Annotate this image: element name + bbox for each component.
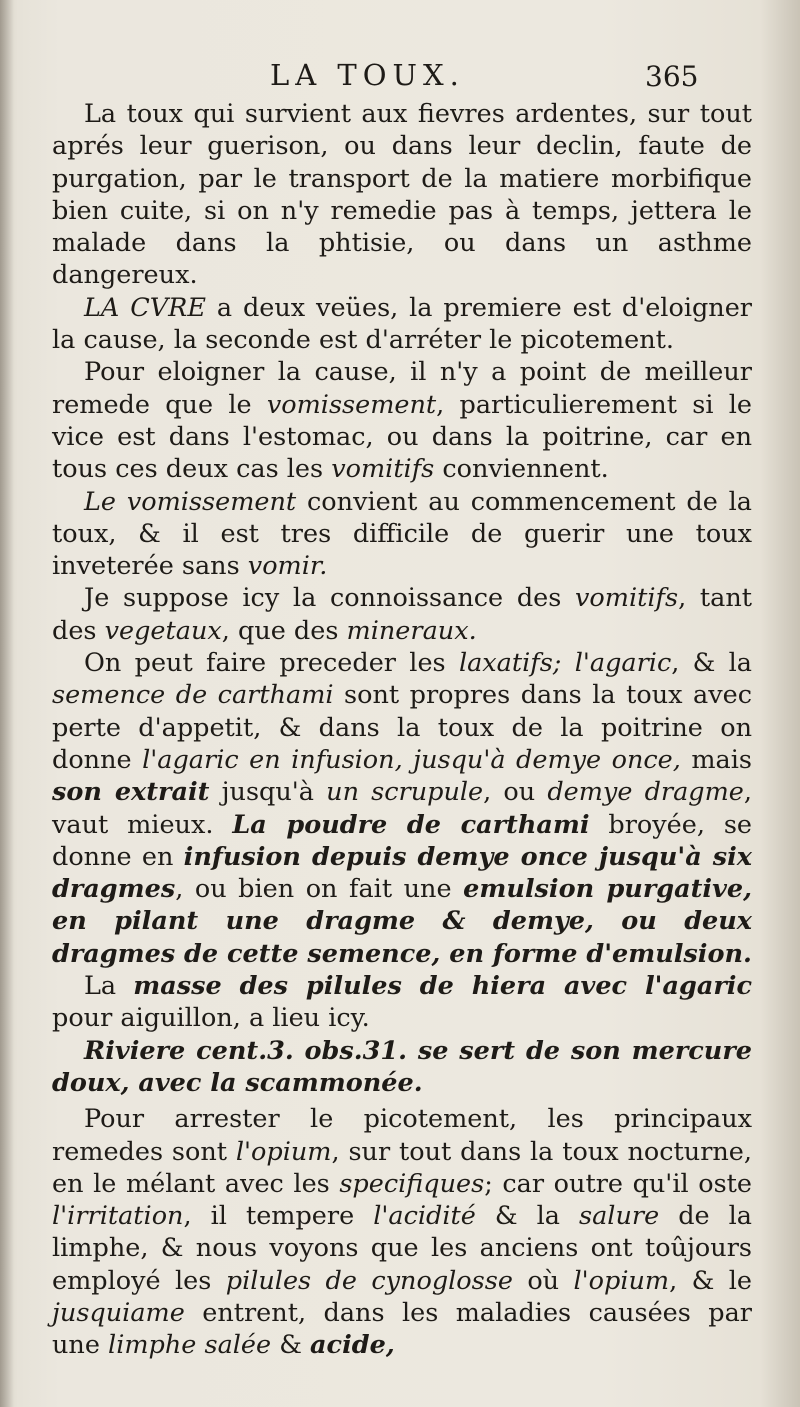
paragraph-9: Pour arrester le picotement, les principaux remedes sont l'opium, sur tout dans la toux nocturne, en le mélant avec les specifiques; car outre qu'il oste l'irritation, il tempere l'acidité & la salure de la limphe, & nous voyons que les anciens ont toûjours employé les pilules de cynoglosse où l'opium, & le jusquiame entrent, dans les maladies causées par une limphe salée & acide, <box>52 1104 753 1361</box>
page-header <box>0 58 800 98</box>
paragraph-5: Je suppose icy la connoissance des vomitifs, tant des vegetaux, que des mineraux. <box>52 583 752 646</box>
paragraph-3: Pour eloigner la cause, il n'y a point de meilleur remede que le vomissement, particulierement si le vice est dans l'estomac, ou dans la poitrine, car en tous ces deux cas les vomitifs conviennent. <box>52 357 752 485</box>
body-text <box>52 98 752 1362</box>
paragraph-7: La masse des pilules de hiera avec l'agaric pour aiguillon, a lieu icy. <box>52 971 752 1034</box>
paragraph-2: LA CVRE a deux veües, la premiere est d'eloigner la cause, la seconde est d'arréter le picotement. <box>52 292 752 356</box>
paragraph-1: La toux qui survient aux fievres ardentes, sur tout aprés leur guerison, ou dans leur declin, faute de purgation, par le transport de la matiere morbifique bien cuite, si on n'y remedie pas à temps, jettera le malade dans la phtisie, ou dans un asthme dangereux. <box>52 99 752 291</box>
paragraph-4: Le vomissement convient au commencement de la toux, & il est tres difficile de guerir une toux inveterée sans vomir. <box>52 486 752 582</box>
running-head: LA TOUX. <box>270 58 465 92</box>
page-number: 365 <box>645 60 699 93</box>
gutter-shadow <box>0 0 14 1407</box>
paragraph-8: Riviere cent.3. obs.31. se sert de son mercure doux, avec la scammonée. <box>52 1035 752 1098</box>
paragraph-6: On peut faire preceder les laxatifs; l'agaric, & la semence de carthami sont propres dans la toux avec perte d'appetit, & dans la toux de la poitrine on donne l'agaric en infusion, jusqu'à demye once, mais son extrait jusqu'à un scrupule, ou demye dragme, vaut mieux. La poudre de carthami broyée, se donne en infusion depuis demye once jusqu'à six dragmes, ou bien on fait une emulsion purgative, en pilant une dragme & demye, ou deux dragmes de cette semence, en forme d'emulsion. <box>52 648 753 969</box>
